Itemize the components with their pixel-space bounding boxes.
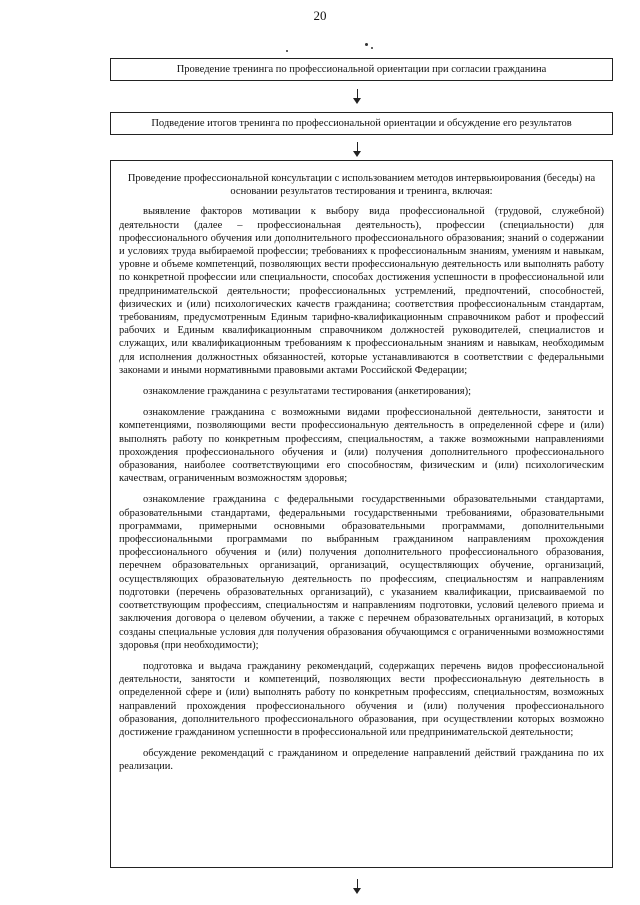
consultation-item: обсуждение рекомендаций с гражданином и определение направлений действий гражданина по их реализации. [119, 748, 604, 773]
scan-speck [371, 47, 373, 49]
flow-step-training-results-text: Подведение итогов тренинга по профессиональной ориентации и обсуждение его результатов [151, 118, 572, 129]
page-number: 20 [313, 8, 327, 23]
flow-arrow-down-icon [348, 878, 368, 896]
consultation-item: ознакомление гражданина с результатами тестирования (анкетирования); [143, 386, 472, 398]
consultation-item: подготовка и выдача гражданину рекомендаций, содержащих перечень видов профессиональной деятельности, занятости и компетенций, позволяющих вести профессиональную деятельность в определенной сфере и (или) выполнять работу по конкретным профессиям, специальностям, возможных направлений прохождения профессионального обучения и (или) получения профессионального образования, дополнительного профессионального образования, при осуществлении которых возможно достижение гражданином успешности в профессиональной или предпринимательской деятельности; [119, 660, 604, 738]
consultation-item: ознакомление гражданина с возможными видами профессиональной деятельности, занятости и компетенциями, позволяющими вести профессиональную деятельность в определенной сфере и (или) выполнять работу по конкретным профессиям, специальностям, а также возможными направлениями прохождения профессионального обучения и (или) получения дополнительного профессионального образования, наиболее соответствующими его способностям, физическим и (или) психологическим качествам, ограниченным возможностям здоровья; [119, 407, 604, 485]
flow-arrow-down-icon [348, 88, 368, 106]
consultation-heading: Проведение профессиональной консультации с использованием методов интервьюирования (беседы) на основании результатов тестирования и тренинга, включая: [127, 173, 596, 198]
flow-step-training-text: Проведение тренинга по профессиональной ориентации при согласии гражданина [176, 64, 547, 75]
scan-speck [365, 43, 368, 46]
scan-speck [286, 50, 288, 52]
consultation-item: выявление факторов мотивации к выбору вида профессиональной (трудовой, служебной) деятельности (далее – профессиональная деятельность), профессии (специальности) для профессионального обучения или дополнительного профессионального образования; знаний о содержании и условиях труда выбираемой профессии; требованиях к профессиональным знаниям, умениям и навыкам, уровне и объеме компетенций, позволяющих вести профессиональную деятельность или выполнять работу по конкретной профессии или специальности, способах достижения успешности в профессиональной или предпринимательской деятельности; профессиональных устремлений, предпочтений, способностей, физических и (или) психологических качеств гражданина; соответствия профессиональным стандартам, требованиям, предусмотренным Единым тарифно-квалификационным справочником работ и профессий рабочих и Единым квалификационным справочником должностей руководителей, специалистов и служащих, или квалификационным требованиям к профессиональным знаниям и навыкам, необходимым для исполнения должностных обязанностей, которые устанавливаются в соответствии с федеральными законами и иными нормативными правовыми актами Российской Федерации; [119, 206, 604, 376]
flow-step-training [110, 58, 613, 81]
flow-step-training-results [110, 112, 613, 135]
flow-arrow-down-icon [348, 141, 368, 159]
consultation-item: ознакомление гражданина с федеральными государственными образовательными стандартами, образовательными стандартами, федеральными государственными требованиями, образовательными программами, примерными основными образовательными программами, дополнительными профессиональными программами по выбранным гражданином направлениям прохождения профессионального обучения и (или) получения дополнительного профессионального образования, перечнем образовательных организаций, организаций, осуществляющих обучение, организаций, осуществляющих образовательную деятельность по профессиям, специальностям и направлениям подготовки (перечень образовательных организаций), с указанием квалификации, присваиваемой по соответствующим профессиям, специальностям и направлениям подготовки, условий целевого приема и заключения договора о целевом обучении, а также с перечнем образовательных организаций, в которых созданы специальные условия для получения образования обучающимся с ограниченными возможностями здоровья (при необходимости); [119, 494, 604, 651]
flow-step-consultation [110, 160, 613, 868]
